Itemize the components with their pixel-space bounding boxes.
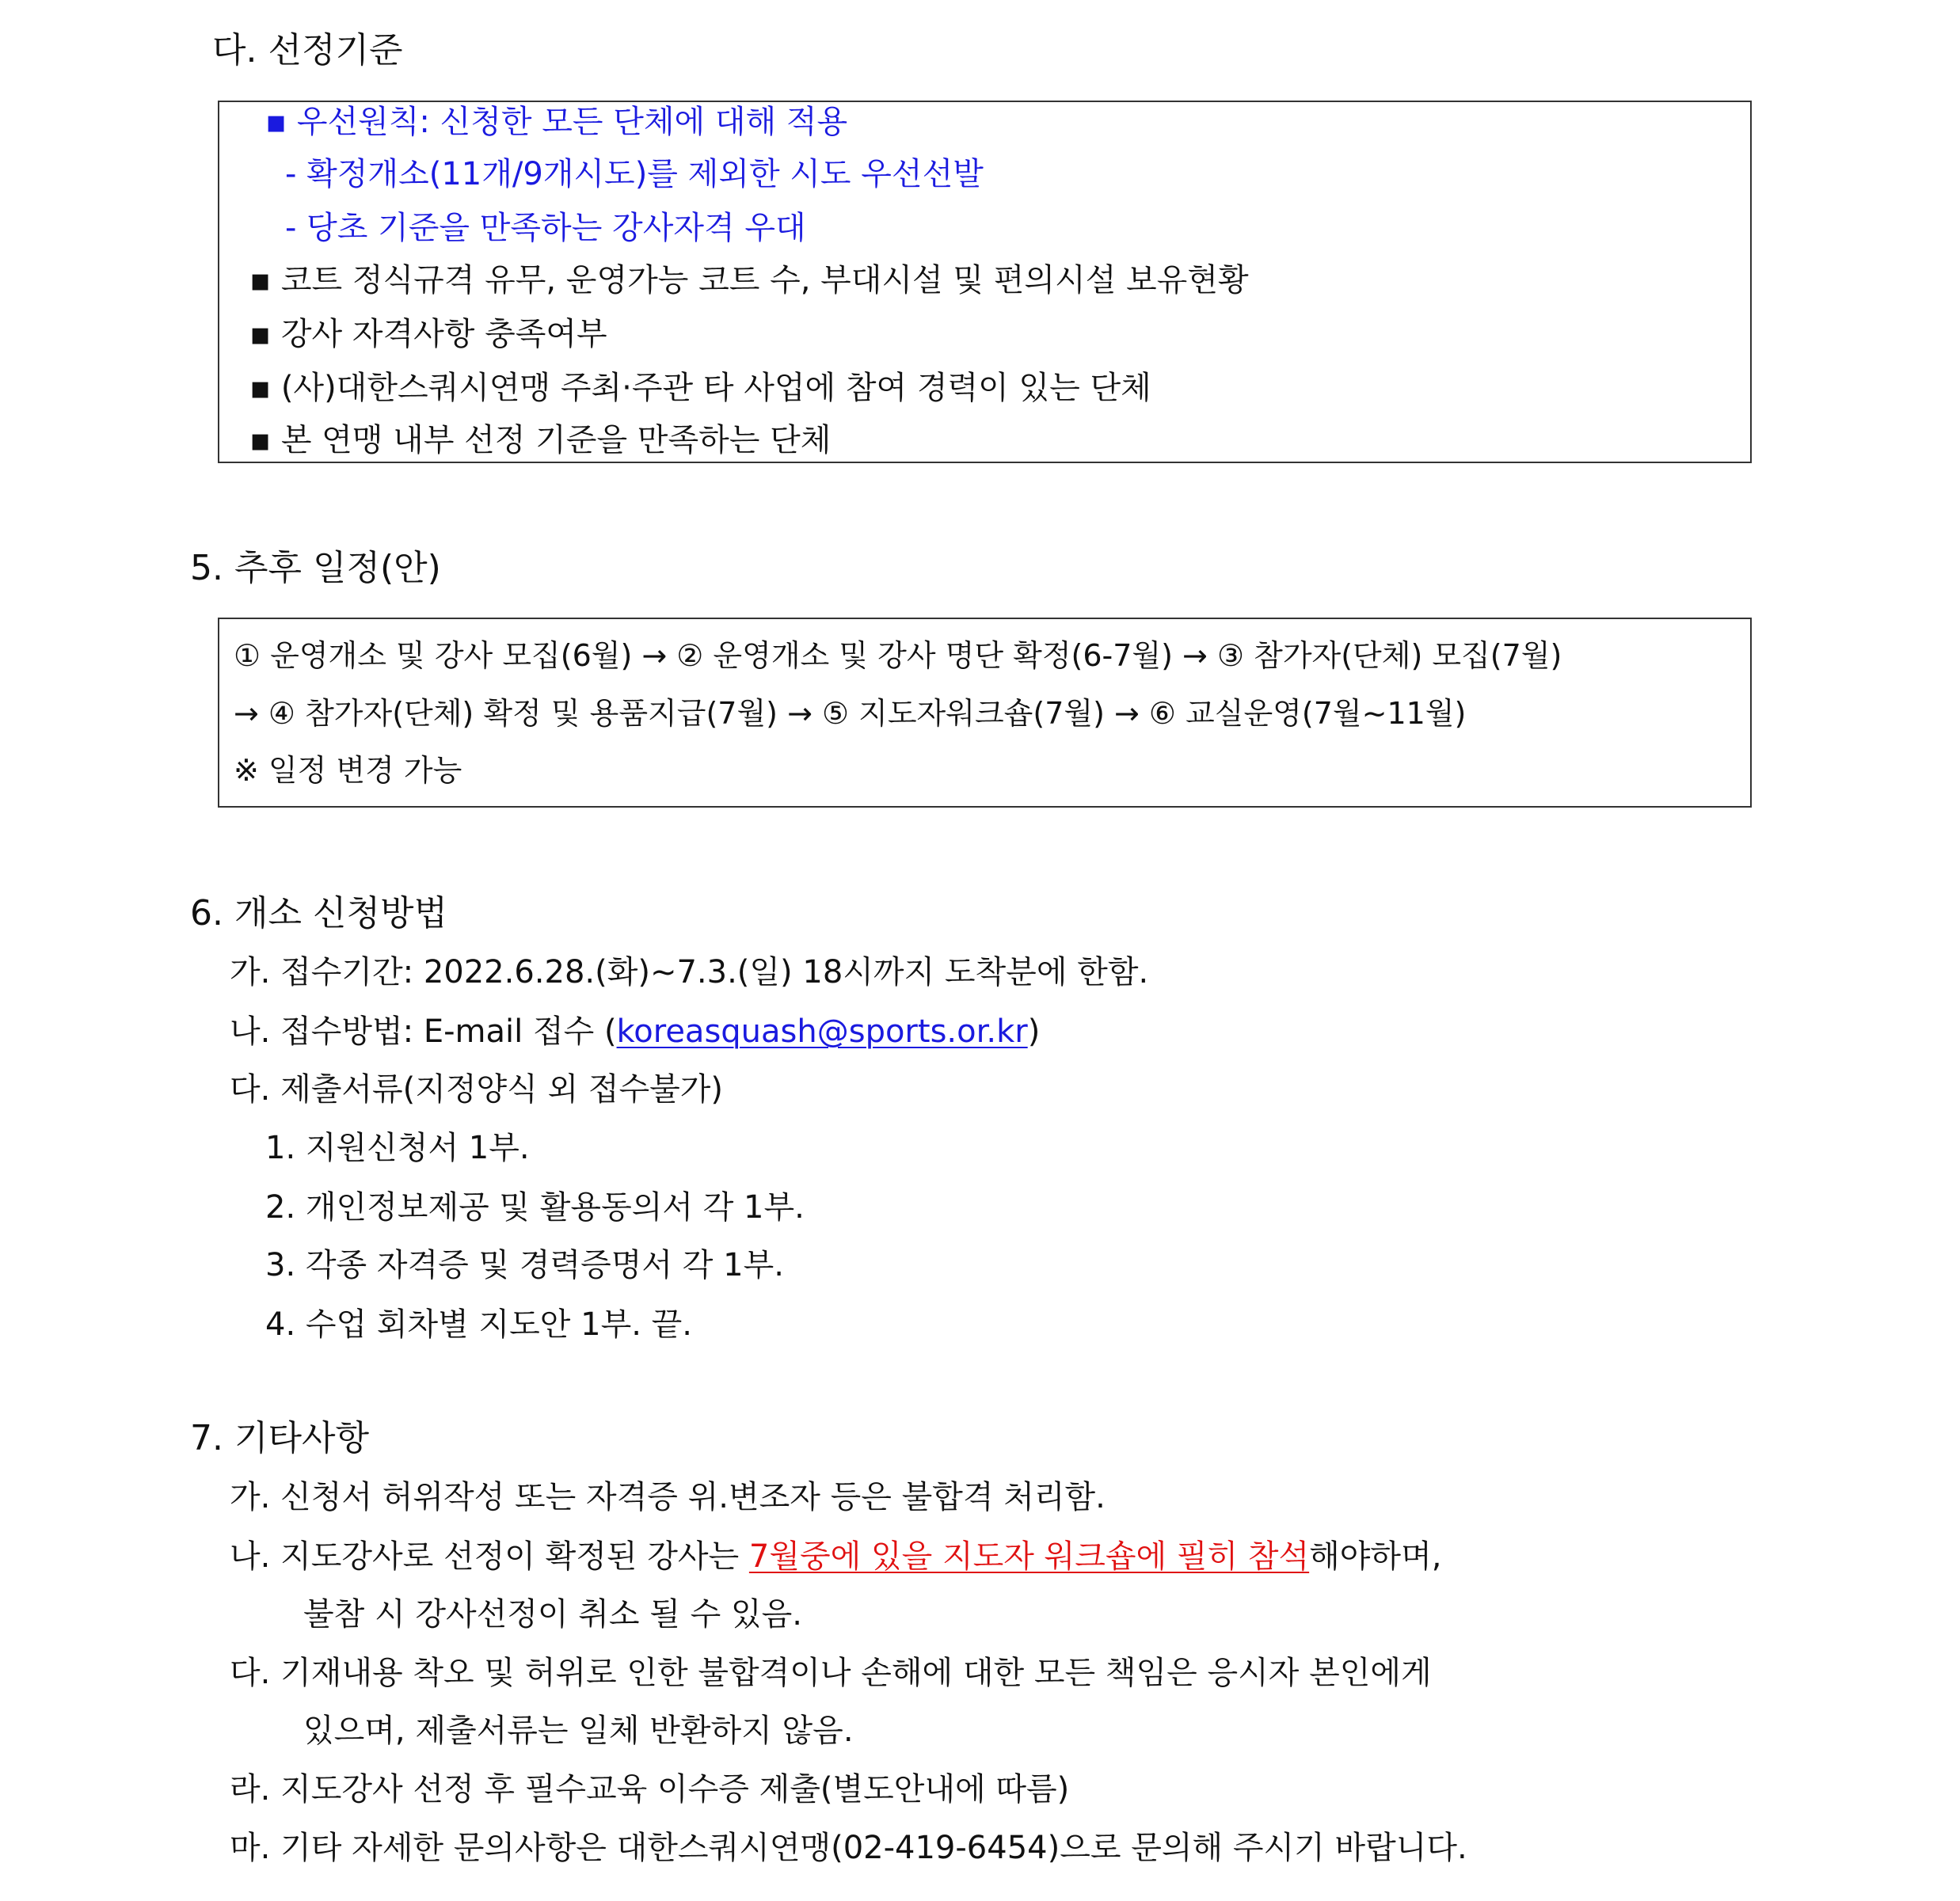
document-item: 3. 각종 자격증 및 경력증명서 각 1부. — [265, 1247, 784, 1283]
schedule-heading: 5. 추후 일정(안) — [190, 548, 441, 588]
schedule-line: ① 운영개소 및 강사 모집(6월) → ② 운영개소 및 강사 명단 확정(6-7월) → ③ 참가자(단체) 모집(7월) — [234, 638, 1562, 673]
document-item: 2. 개인정보제공 및 활용동의서 각 1부. — [265, 1189, 805, 1226]
application-period: 가. 접수기간: 2022.6.28.(화)~7.3.(일) 18시까지 도착분에 한함. — [230, 954, 1149, 990]
misc-item-da: 다. 기재내용 착오 및 허위로 인한 불합격이나 손해에 대한 모든 책임은 응시자 본인에게 — [230, 1655, 1432, 1691]
schedule-line: ※ 일정 변경 가능 — [234, 753, 462, 788]
criteria-item: ▪ 강사 자격사항 충족여부 — [249, 316, 607, 352]
application-method — [230, 1009, 1040, 1054]
application-method-prefix: 나. 접수방법: E-mail 접수 ( — [230, 1013, 617, 1050]
misc-item-na — [230, 1534, 1441, 1579]
misc-item-na-prefix: 나. 지도강사로 선정이 확정된 강사는 — [230, 1538, 749, 1575]
application-heading: 6. 개소 신청방법 — [190, 893, 447, 933]
criteria-item: ▪ 본 연맹 내부 선정 기준을 만족하는 단체 — [249, 422, 832, 458]
criteria-item: - 확정개소(11개/9개시도)를 제외한 시도 우선선발 — [285, 156, 984, 192]
misc-item-da-continued: 있으며, 제출서류는 일체 반환하지 않음. — [303, 1713, 854, 1749]
misc-item-ga: 가. 신청서 허위작성 또는 자격증 위.변조자 등은 불합격 처리함. — [230, 1479, 1106, 1515]
document-item: 4. 수업 회차별 지도안 1부. 끝. — [265, 1306, 693, 1343]
criteria-heading: 다. 선정기준 — [212, 30, 403, 70]
criteria-item: ▪ 우선원칙: 신청한 모든 단체에 대해 적용 — [265, 104, 848, 140]
email-link[interactable]: koreasquash@sports.or.kr — [616, 1013, 1028, 1050]
criteria-item: ▪ (사)대한스쿼시연맹 주최·주관 타 사업에 참여 경력이 있는 단체 — [249, 370, 1151, 406]
misc-item-ma: 마. 기타 자세한 문의사항은 대한스쿼시연맹(02-419-6454)으로 문의해 주시기 바랍니다. — [230, 1830, 1467, 1866]
schedule-line: → ④ 참가자(단체) 확정 및 용품지급(7월) → ⑤ 지도자워크숍(7월) → ⑥ 교실운영(7월~11월) — [234, 696, 1467, 731]
misc-item-na-continued: 불참 시 강사선정이 취소 될 수 있음. — [303, 1596, 802, 1633]
misc-heading: 7. 기타사항 — [190, 1418, 369, 1458]
documents-heading: 다. 제출서류(지정양식 외 접수불가) — [230, 1071, 724, 1108]
misc-item-na-suffix: 해야하며, — [1309, 1538, 1442, 1575]
document-item: 1. 지원신청서 1부. — [265, 1130, 530, 1166]
criteria-item: - 당초 기준을 만족하는 강사자격 우대 — [285, 210, 806, 246]
misc-item-ra: 라. 지도강사 선정 후 필수교육 이수증 제출(별도안내에 따름) — [230, 1771, 1070, 1808]
criteria-item: ▪ 코트 정식규격 유무, 운영가능 코트 수, 부대시설 및 편의시설 보유현황 — [249, 262, 1249, 298]
workshop-notice: 7월중에 있을 지도자 워크숍에 필히 참석 — [748, 1538, 1310, 1575]
application-method-suffix: ) — [1027, 1013, 1041, 1050]
